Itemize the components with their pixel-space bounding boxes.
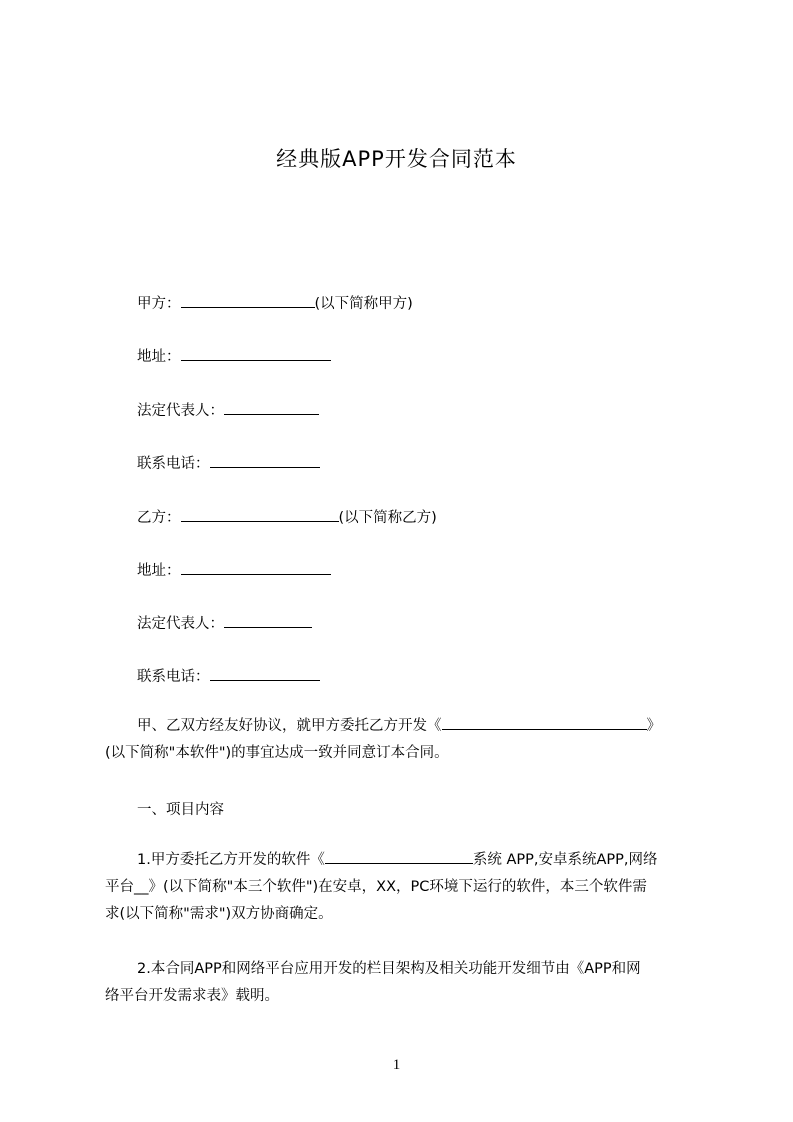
system-name-blank[interactable] bbox=[325, 849, 473, 864]
section-heading-1: 一、项目内容 bbox=[137, 802, 224, 818]
party-a-address-blank[interactable] bbox=[181, 346, 331, 361]
party-a-address-label: 地址： bbox=[137, 349, 181, 365]
item-2-text-2: 络平台开发需求表》载明。 bbox=[105, 988, 279, 1004]
party-b-blank[interactable] bbox=[181, 507, 339, 522]
item-1-text-3: 求(以下简称"需求")双方协商确定。 bbox=[105, 906, 333, 922]
party-a-line bbox=[137, 292, 413, 313]
party-a-address-line bbox=[137, 345, 331, 366]
party-b-phone-blank[interactable] bbox=[210, 666, 320, 681]
intro-paragraph bbox=[105, 713, 697, 767]
party-a-rep-blank[interactable] bbox=[224, 400, 319, 415]
intro-text-2: (以下简称"本软件")的事宜达成一致并同意订本合同。 bbox=[105, 745, 449, 761]
party-a-phone-blank[interactable] bbox=[210, 453, 320, 468]
intro-text-close: 》 bbox=[646, 718, 661, 734]
party-a-label: 甲方： bbox=[137, 296, 181, 312]
party-b-rep-label: 法定代表人： bbox=[137, 616, 224, 632]
software-name-blank[interactable] bbox=[442, 715, 647, 730]
item-2-text-1: 2.本合同APP和网络平台应用开发的栏目架构及相关功能开发细节由《APP和网 bbox=[137, 961, 641, 977]
party-b-address-label: 地址： bbox=[137, 563, 181, 579]
party-b-label: 乙方： bbox=[137, 510, 181, 526]
party-b-line bbox=[137, 506, 437, 527]
page-number: 1 bbox=[392, 1057, 401, 1073]
item-1-text-2: 平台__》(以下简称"本三个软件")在安卓，XX，PC环境下运行的软件，本三个软件需 bbox=[105, 879, 647, 895]
party-a-suffix: (以下简称甲方) bbox=[314, 296, 413, 312]
intro-text-1: 甲、乙双方经友好协议，就甲方委托乙方开发《 bbox=[137, 718, 442, 734]
item-1-text-a: 1.甲方委托乙方开发的软件《 bbox=[137, 852, 325, 868]
party-a-rep-label: 法定代表人： bbox=[137, 403, 224, 419]
party-b-rep-line bbox=[137, 612, 312, 633]
item-1-text-b: 系统 APP,安卓系统APP,网络 bbox=[472, 852, 658, 868]
document-title: 经典版APP开发合同范本 bbox=[276, 147, 517, 171]
party-b-address-blank[interactable] bbox=[181, 560, 331, 575]
item-2-paragraph bbox=[105, 956, 697, 1010]
item-1-paragraph bbox=[105, 847, 697, 928]
party-b-suffix: (以下简称乙方) bbox=[338, 510, 437, 526]
party-a-phone-line bbox=[137, 452, 320, 473]
party-b-rep-blank[interactable] bbox=[224, 613, 312, 628]
party-a-rep-line bbox=[137, 399, 319, 420]
party-b-address-line bbox=[137, 559, 331, 580]
party-a-phone-label: 联系电话： bbox=[137, 456, 210, 472]
party-a-blank[interactable] bbox=[181, 293, 315, 308]
party-b-phone-line bbox=[137, 665, 320, 686]
party-b-phone-label: 联系电话： bbox=[137, 669, 210, 685]
